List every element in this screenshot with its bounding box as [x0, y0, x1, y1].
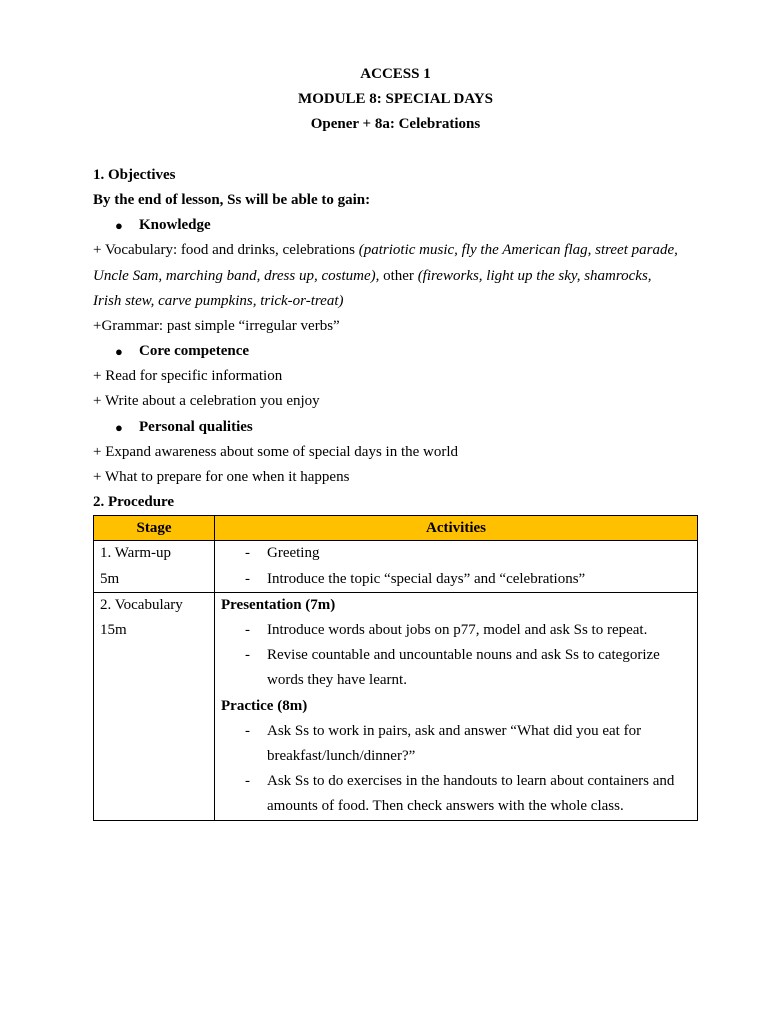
column-header-stage: Stage — [94, 516, 215, 541]
dash-marker: - — [245, 621, 250, 638]
procedure-table — [93, 515, 698, 820]
objectives-intro: By the end of lesson, Ss will be able to gain: — [93, 191, 371, 208]
section-title: Practice (8m) — [221, 697, 308, 714]
vocab-other: , other — [375, 267, 418, 284]
stage-time: 15m — [100, 621, 127, 638]
vocab-line-3: Irish stew, carve pumpkins, trick-or-treat) — [93, 292, 344, 309]
dash-marker: - — [245, 773, 250, 790]
personal-item: + What to prepare for one when it happens — [93, 469, 350, 485]
activity-text: Revise countable and uncountable nouns and ask Ss to categorize words they have learnt. — [267, 647, 660, 689]
doc-title-module: MODULE 8: SPECIAL DAYS — [298, 91, 493, 108]
stage-cell — [94, 541, 215, 592]
activity-item — [221, 769, 691, 819]
personal-item: + Expand awareness about some of special days in the world — [93, 443, 459, 460]
objectives-heading: 1. Objectives — [93, 166, 176, 183]
bullet-icon: ● — [115, 419, 123, 435]
vocab-italic-2: Uncle Sam, marching band, dress up, costume) — [93, 267, 376, 284]
bullet-core-competence — [93, 339, 698, 364]
vocab-line-1 — [93, 238, 698, 263]
activities-cell — [215, 541, 698, 592]
doc-title-course: ACCESS 1 — [360, 66, 431, 82]
table-row — [94, 541, 698, 592]
column-header-activities: Activities — [215, 516, 698, 541]
grammar-line: +Grammar: past simple “irregular verbs” — [93, 317, 340, 334]
vocab-italic-1: (patriotic music, fly the American flag, street parade, — [358, 242, 678, 259]
bullet-label: Personal qualities — [139, 418, 253, 435]
procedure-heading: 2. Procedure — [93, 494, 175, 511]
dash-marker: - — [245, 647, 250, 664]
core-item: + Write about a celebration you enjoy — [93, 393, 320, 410]
activity-text: Ask Ss to do exercises in the handouts to learn about containers and amounts of food. Then check answers with the whole class. — [267, 773, 675, 815]
vocab-line-2 — [93, 264, 698, 289]
activity-item — [221, 719, 691, 769]
dash-marker: - — [245, 570, 250, 587]
activity-item — [221, 567, 691, 592]
activity-text: Introduce words about jobs on p77, model and ask Ss to repeat. — [267, 621, 648, 638]
activities-cell — [215, 592, 698, 820]
activity-text: Greeting — [267, 545, 320, 562]
activity-item — [221, 618, 691, 643]
activity-item — [221, 541, 691, 566]
bullet-icon: ● — [115, 344, 123, 360]
section-title: Presentation (7m) — [221, 596, 336, 613]
bullet-knowledge — [93, 213, 698, 238]
stage-time: 5m — [100, 570, 120, 587]
stage-name: 2. Vocabulary — [100, 596, 183, 613]
stage-name: 1. Warm-up — [100, 545, 172, 562]
dash-marker: - — [245, 722, 250, 739]
activity-item — [221, 643, 691, 693]
bullet-label: Core competence — [139, 343, 250, 360]
dash-marker: - — [245, 545, 250, 562]
doc-title-lesson: Opener + 8a: Celebrations — [310, 116, 481, 133]
activity-text: Ask Ss to work in pairs, ask and answer “What did you eat for breakfast/lunch/dinner?” — [267, 722, 642, 764]
core-item: + Read for specific information — [93, 368, 283, 385]
bullet-label: Knowledge — [139, 217, 211, 234]
document-body — [93, 62, 698, 821]
bullet-personal-qualities — [93, 415, 698, 440]
stage-cell — [94, 592, 215, 820]
vocab-italic-3: (fireworks, light up the sky, shamrocks, — [417, 267, 652, 284]
bullet-icon: ● — [115, 218, 123, 234]
table-header-row — [94, 516, 698, 541]
vocab-prefix: + Vocabulary: food and drinks, celebrations — [93, 242, 359, 259]
activity-text: Introduce the topic “special days” and “celebrations” — [267, 570, 586, 587]
spacer — [93, 138, 698, 163]
table-row — [94, 592, 698, 820]
